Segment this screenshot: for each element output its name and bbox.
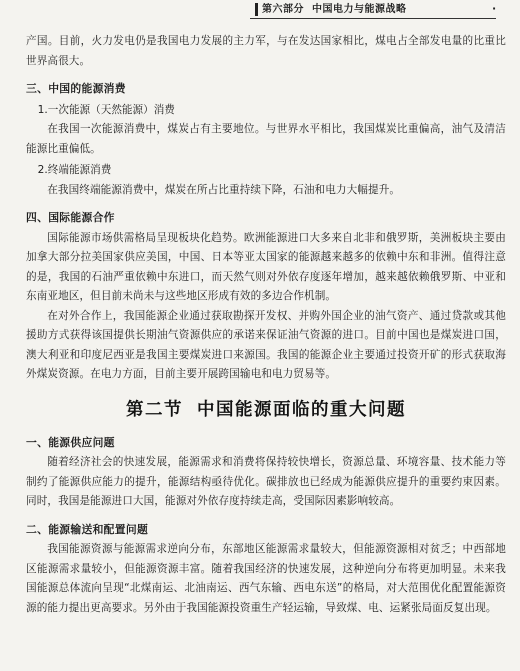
header-title: 中国电力与能源战略 (311, 4, 407, 15)
header-bar (255, 3, 258, 16)
running-header (0, 0, 520, 22)
subheading-primary-energy: 1.一次能源（天然能源）消费 (37, 103, 175, 116)
body-text (26, 32, 506, 618)
paragraph-primary-energy: 在我国一次能源消费中，煤炭占有主要地位。与世界水平相比，我国煤炭比重偏高，油气及清洁能源比重偏低。 (26, 123, 506, 155)
header-rule (250, 18, 496, 19)
paragraph-continued: 产国。目前，火力发电仍是我国电力发展的主力军，与在发达国家相比，煤电占全部发电量的比重比世界高很大。 (26, 35, 506, 67)
header-text (262, 3, 406, 16)
section-label: 第二节 (126, 399, 183, 420)
section-heading: 中国能源面临的重大问题 (197, 399, 406, 420)
header-page-marker: · (492, 2, 497, 15)
paragraph-transport-issue: 我国能源资源与能源需求逆向分布，东部地区能源需求量较大，但能源资源相对贫乏；中西部地区能源需求量较小，但能源资源丰富。随着我国经济的快速发展，这种逆向分布将更加明显。未来我国能源总体流向呈现“北煤南运、北油南运、西气东输、西电东送”的格局，对大范围优化配置能源资源的能力提出更高要求。另外由于我国能源投资重生产轻运输，导致煤、电、运紧张局面反复出现。 (26, 543, 506, 614)
section-title (26, 398, 506, 422)
header-part: 第六部分 (262, 4, 304, 15)
heading-energy-consumption: 三、中国的能源消费 (26, 82, 126, 95)
paragraph-cooperation-1: 国际能源市场供需格局呈现板块化趋势。欧洲能源进口大多来自北非和俄罗斯，美洲板块主要由加拿大部分拉美国家供应美国，中国、日本等亚太国家的能源越来越多的依赖中东和非洲。值得注意的是，我国的石油严重依赖中东进口，而天然气则对外依存度逐年增加，越来越依赖俄罗斯、中亚和东南亚地区，但目前未尚未与这些地区形成有效的多边合作机制。 (26, 231, 506, 302)
paragraph-final-energy: 在我国终端能源消费中，煤炭在所占比重持续下降，石油和电力大幅提升。 (47, 183, 401, 196)
paragraph-cooperation-2: 在对外合作上，我国能源企业通过获取勘探开发权、并购外国企业的油气资产、通过贷款或其他援助方式获得该国提供长期油气资源供应的承诺来保证油气资源的进口。目前中国也是煤炭进口国，澳大利亚和印度尼西亚是我国主要煤炭进口来源国。我国的能源企业主要通过投资开矿的形式获取海外煤炭资源。在电力方面，目前主要开展跨国输电和电力贸易等。 (26, 309, 506, 380)
subheading-final-energy: 2.终端能源消费 (37, 164, 112, 176)
heading-supply-issue: 一、能源供应问题 (26, 435, 115, 449)
heading-international-cooperation: 四、国际能源合作 (26, 211, 115, 224)
paragraph-supply-issue: 随着经济社会的快速发展，能源需求和消费将保持较快增长，资源总量、环境容量、技术能力等制约了能源供应能力的提升，能源结构亟待优化。碳排放也已经成为能源供应提升的重要约束因素。同时，我国是能源进口大国，能源对外依存度持续走高，受国际因素影响较高。 (26, 456, 506, 507)
heading-transport-issue: 二、能源输送和配置问题 (26, 522, 149, 536)
